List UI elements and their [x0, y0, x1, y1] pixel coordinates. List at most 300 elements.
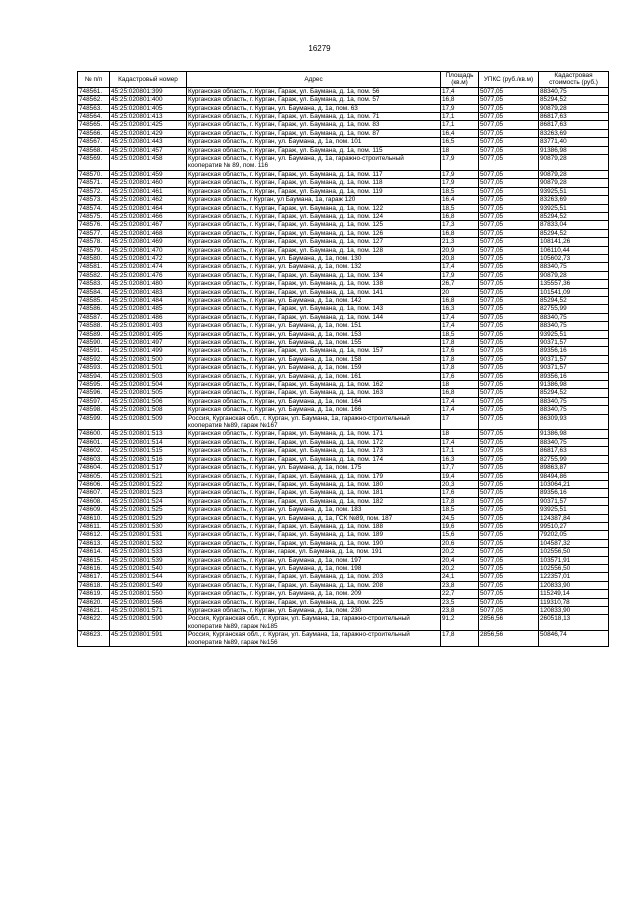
- cell-area: 22,7: [441, 590, 479, 598]
- table-row: [78, 381, 609, 389]
- table-row: [78, 430, 609, 438]
- table-row: [78, 447, 609, 455]
- cell-area: 17,8: [441, 339, 479, 347]
- cell-address: Курганская область, г. Курган, ул. Баумана, д. 1а, пом. 175: [187, 464, 441, 472]
- cell-cadastral-number: 45:25:020801:497: [110, 339, 187, 347]
- table-row: [78, 522, 609, 530]
- cell-address: Курганская область, г. Курган, Гараж, ул. Баумана, д. 1а, пом. 122: [187, 204, 441, 212]
- cell-cadastral-value: 120833,90: [539, 607, 609, 615]
- cell-area: 17,4: [441, 397, 479, 405]
- page-number: 16279: [308, 44, 331, 53]
- cell-cadastral-number: 45:25:020801:474: [110, 263, 187, 271]
- cell-cadastral-value: 103064,21: [539, 480, 609, 488]
- table-row: [78, 397, 609, 405]
- cell-area: 16,5: [441, 138, 479, 146]
- cell-address: Курганская область, г. Курган, Гараж, ул. Баумана, д. 1а, пом. 171: [187, 430, 441, 438]
- cell-cadastral-number: 45:25:020801:529: [110, 514, 187, 522]
- header-index: № п/п: [78, 72, 110, 88]
- cell-upks: 5077,05: [479, 506, 539, 514]
- table-row: [78, 514, 609, 522]
- cell-cadastral-value: 98494,86: [539, 472, 609, 480]
- cell-address: Курганская область, г. Курган, гараж, ул. Баумана, д. 1а, пом. 191: [187, 548, 441, 556]
- cell-index: 748612.: [78, 531, 110, 539]
- cell-area: 17,9: [441, 104, 479, 112]
- table-row: [78, 313, 609, 321]
- cell-cadastral-number: 45:25:020801:400: [110, 96, 187, 104]
- cell-address: Курганская область, г. Курган, Гараж, ул. Баумана, д. 1а, пом. 83: [187, 121, 441, 129]
- cell-area: 16,8: [441, 96, 479, 104]
- cell-cadastral-value: 91386,98: [539, 146, 609, 154]
- cell-upks: 5077,05: [479, 355, 539, 363]
- cell-upks: 5077,05: [479, 246, 539, 254]
- cell-address: Курганская область, г. Курган, ул. Баумана, д. 1а, пом. 142: [187, 296, 441, 304]
- cell-index: 748580.: [78, 254, 110, 262]
- table-row: [78, 607, 609, 615]
- cell-address: Курганская область, г. Курган, Гараж, ул. Баумана, д. 1а, пом. 174: [187, 455, 441, 463]
- table-row: [78, 355, 609, 363]
- cell-cadastral-number: 45:25:020801:591: [110, 631, 187, 647]
- cell-cadastral-value: 90371,57: [539, 355, 609, 363]
- cell-cadastral-value: 89356,16: [539, 347, 609, 355]
- cell-cadastral-number: 45:25:020801:566: [110, 598, 187, 606]
- cell-address: Курганская область, г. Курган, Гараж, ул. Баумана, д. 1а, пом. 118: [187, 179, 441, 187]
- cell-index: 748595.: [78, 381, 110, 389]
- cell-upks: 5077,05: [479, 121, 539, 129]
- cell-upks: 5077,05: [479, 406, 539, 414]
- cell-index: 748561.: [78, 87, 110, 95]
- cell-cadastral-value: 85294,52: [539, 212, 609, 220]
- cell-index: 748575.: [78, 212, 110, 220]
- cell-cadastral-value: 90879,28: [539, 104, 609, 112]
- table-row: [78, 121, 609, 129]
- cell-index: 748603.: [78, 455, 110, 463]
- cell-cadastral-value: 90371,57: [539, 339, 609, 347]
- cell-cadastral-number: 45:25:020801:458: [110, 155, 187, 171]
- cell-cadastral-value: 122357,01: [539, 573, 609, 581]
- cell-area: 23,8: [441, 581, 479, 589]
- cell-address: Курганская область, г. Курган, ул. Баумана, д. 1а, пом. 63: [187, 104, 441, 112]
- table-row: [78, 489, 609, 497]
- cell-address: Курганская область, г. Курган, ул. Баумана, д. 1а, пом. 101: [187, 138, 441, 146]
- cell-area: 18: [441, 146, 479, 154]
- cell-address: Курганская область, г. Курган, Гараж, ул. Баумана, д. 1а, пом. 127: [187, 238, 441, 246]
- table-row: [78, 129, 609, 137]
- table-row: [78, 347, 609, 355]
- cell-cadastral-value: 83771,40: [539, 138, 609, 146]
- table-row: [78, 631, 609, 647]
- header-cadastral-value: Кадастровая стоимость (руб.): [539, 72, 609, 88]
- cell-upks: 5077,05: [479, 539, 539, 547]
- cell-cadastral-number: 45:25:020801:514: [110, 438, 187, 446]
- cell-cadastral-value: 83263,69: [539, 129, 609, 137]
- cell-area: 18,5: [441, 204, 479, 212]
- cell-cadastral-value: 90371,57: [539, 497, 609, 505]
- table-body: [78, 87, 609, 646]
- cell-cadastral-number: 45:25:020801:484: [110, 296, 187, 304]
- table-row: [78, 229, 609, 237]
- cell-area: 17,4: [441, 438, 479, 446]
- table-row: [78, 414, 609, 430]
- cell-cadastral-value: 93925,51: [539, 330, 609, 338]
- cell-area: 18,5: [441, 506, 479, 514]
- cell-area: 16,8: [441, 296, 479, 304]
- cell-index: 748588.: [78, 322, 110, 330]
- table-row: [78, 204, 609, 212]
- cell-address: Россия, Курганская обл., г. Курган, ул. Баумана, 1а, гаражно-строительный кооператив №89, гараж №167: [187, 414, 441, 430]
- cell-cadastral-number: 45:25:020801:533: [110, 548, 187, 556]
- table-row: [78, 598, 609, 606]
- cell-area: 17,4: [441, 263, 479, 271]
- cell-cadastral-value: 90879,28: [539, 271, 609, 279]
- table-row: [78, 170, 609, 178]
- cell-index: 748564.: [78, 113, 110, 121]
- cell-area: 23,8: [441, 607, 479, 615]
- cell-cadastral-number: 45:25:020801:549: [110, 581, 187, 589]
- cell-area: 17,9: [441, 155, 479, 171]
- cell-index: 748583.: [78, 280, 110, 288]
- table-row: [78, 322, 609, 330]
- cell-address: Курганская область, г. Курган, ул. Баумана, д. 1а, пом. 183: [187, 506, 441, 514]
- table-row: [78, 238, 609, 246]
- cell-index: 748613.: [78, 539, 110, 547]
- cell-area: 17,8: [441, 364, 479, 372]
- cell-address: Курганская область, г. Курган, Гараж, ул. Баумана, д. 1а, пом. 173: [187, 447, 441, 455]
- cell-address: Россия, Курганская обл., г. Курган, ул. Баумана, 1а, гаражно-строительный кооператив №89, гараж №156: [187, 631, 441, 647]
- cell-cadastral-value: 93925,51: [539, 204, 609, 212]
- cell-upks: 5077,05: [479, 254, 539, 262]
- table-row: [78, 146, 609, 154]
- cell-cadastral-value: 50846,74: [539, 631, 609, 647]
- cell-upks: 5077,05: [479, 564, 539, 572]
- cell-cadastral-number: 45:25:020801:462: [110, 196, 187, 204]
- cell-index: 748607.: [78, 489, 110, 497]
- cell-area: 17,9: [441, 271, 479, 279]
- cell-index: 748571.: [78, 179, 110, 187]
- table-row: [78, 305, 609, 313]
- cell-address: Курганская область, г. Курган, Гараж, ул. Баумана, д. 1а, пом. 181: [187, 489, 441, 497]
- cell-area: 17: [441, 414, 479, 430]
- cell-cadastral-number: 45:25:020801:504: [110, 381, 187, 389]
- table-row: [78, 372, 609, 380]
- cell-index: 748572.: [78, 187, 110, 195]
- table-row: [78, 155, 609, 171]
- cell-area: 23,5: [441, 598, 479, 606]
- cell-upks: 5077,05: [479, 305, 539, 313]
- cell-upks: 5077,05: [479, 96, 539, 104]
- cell-upks: 5077,05: [479, 364, 539, 372]
- table-row: [78, 506, 609, 514]
- table-row: [78, 539, 609, 547]
- table-row: [78, 138, 609, 146]
- cell-cadastral-value: 90879,28: [539, 170, 609, 178]
- cell-upks: 5077,05: [479, 212, 539, 220]
- cell-cadastral-value: 89356,16: [539, 489, 609, 497]
- cell-area: 16,8: [441, 229, 479, 237]
- cell-area: 16,8: [441, 389, 479, 397]
- cell-cadastral-number: 45:25:020801:523: [110, 489, 187, 497]
- cell-address: Курганская область, г. Курган, Гараж, ул. Баумана, д. 1а, пом. 162: [187, 381, 441, 389]
- cell-cadastral-number: 45:25:020801:459: [110, 170, 187, 178]
- cell-cadastral-number: 45:25:020801:508: [110, 406, 187, 414]
- cell-address: Курганская область, г. Курган, ул. Баумана, д. 1а, пом. 209: [187, 590, 441, 598]
- cell-cadastral-number: 45:25:020801:531: [110, 531, 187, 539]
- cell-area: 17,1: [441, 113, 479, 121]
- cell-cadastral-value: 85294,52: [539, 229, 609, 237]
- cell-address: Курганская область, г. Курган, ул. Баумана, д. 1а, ГСК №89, пом. 187: [187, 514, 441, 522]
- cell-cadastral-value: 90879,28: [539, 179, 609, 187]
- cell-upks: 5077,05: [479, 397, 539, 405]
- cell-area: 17,8: [441, 355, 479, 363]
- cell-cadastral-value: 88340,75: [539, 322, 609, 330]
- cell-cadastral-value: 85294,52: [539, 296, 609, 304]
- cell-address: Курганская область, г. Курган, Гараж, ул. Баумана, д. 1а, пом. 115: [187, 146, 441, 154]
- cell-cadastral-number: 45:25:020801:480: [110, 280, 187, 288]
- cell-upks: 5077,05: [479, 155, 539, 171]
- cell-upks: 5077,05: [479, 464, 539, 472]
- cell-address: Курганская область, г. Курган, ул. Баумана, д. 1а, пом. 166: [187, 406, 441, 414]
- cell-index: 748593.: [78, 364, 110, 372]
- cell-area: 16,3: [441, 305, 479, 313]
- cell-upks: 5077,05: [479, 581, 539, 589]
- cell-address: Курганская область, г. Курган, ул. Баумана, д. 1а, пом. 153: [187, 330, 441, 338]
- cell-index: 748569.: [78, 155, 110, 171]
- cell-cadastral-value: 103571,91: [539, 556, 609, 564]
- cell-index: 748600.: [78, 430, 110, 438]
- table-row: [78, 288, 609, 296]
- cell-index: 748599.: [78, 414, 110, 430]
- table-row: [78, 480, 609, 488]
- cell-cadastral-number: 45:25:020801:500: [110, 355, 187, 363]
- table-row: [78, 531, 609, 539]
- cell-cadastral-number: 45:25:020801:405: [110, 104, 187, 112]
- cell-cadastral-number: 45:25:020801:509: [110, 414, 187, 430]
- cell-cadastral-number: 45:25:020801:571: [110, 607, 187, 615]
- cell-address: Курганская область, г. Курган, Гараж, ул. Баумана, д. 1а, пом. 119: [187, 187, 441, 195]
- cell-upks: 5077,05: [479, 347, 539, 355]
- cell-upks: 5077,05: [479, 104, 539, 112]
- cell-cadastral-number: 45:25:020801:466: [110, 212, 187, 220]
- cell-cadastral-number: 45:25:020801:506: [110, 397, 187, 405]
- cell-area: 17,1: [441, 447, 479, 455]
- cell-index: 748610.: [78, 514, 110, 522]
- cell-upks: 5077,05: [479, 322, 539, 330]
- cell-cadastral-number: 45:25:020801:464: [110, 204, 187, 212]
- cell-upks: 5077,05: [479, 280, 539, 288]
- cell-cadastral-value: 88340,75: [539, 263, 609, 271]
- cell-upks: 5077,05: [479, 146, 539, 154]
- cell-upks: 5077,05: [479, 196, 539, 204]
- cell-index: 748584.: [78, 288, 110, 296]
- cell-address: Курганская область, г. Курган, ул. Баумана, д. 1а, пом. 159: [187, 364, 441, 372]
- cell-cadastral-value: 89863,87: [539, 464, 609, 472]
- cell-cadastral-value: 85294,52: [539, 389, 609, 397]
- cell-upks: 5077,05: [479, 221, 539, 229]
- cell-area: 17,4: [441, 322, 479, 330]
- cell-upks: 5077,05: [479, 339, 539, 347]
- cell-area: 20,3: [441, 480, 479, 488]
- cell-address: Россия, Курганская обл., г. Курган, ул. Баумана, 1а, гаражно-строительный кооператив №89, гараж №185: [187, 615, 441, 631]
- cell-upks: 5077,05: [479, 138, 539, 146]
- cell-cadastral-value: 93925,51: [539, 187, 609, 195]
- table-row: [78, 564, 609, 572]
- table-row: [78, 556, 609, 564]
- cell-cadastral-number: 45:25:020801:499: [110, 347, 187, 355]
- cell-index: 748591.: [78, 347, 110, 355]
- cell-cadastral-value: 119310,78: [539, 598, 609, 606]
- cell-index: 748574.: [78, 204, 110, 212]
- table-row: [78, 364, 609, 372]
- cell-index: 748582.: [78, 271, 110, 279]
- cell-cadastral-value: 88340,75: [539, 397, 609, 405]
- cell-index: 748602.: [78, 447, 110, 455]
- cell-cadastral-value: 135557,36: [539, 280, 609, 288]
- cell-area: 16,4: [441, 196, 479, 204]
- cell-index: 748568.: [78, 146, 110, 154]
- cell-index: 748608.: [78, 497, 110, 505]
- cell-area: 17,8: [441, 497, 479, 505]
- cell-area: 16,3: [441, 455, 479, 463]
- cell-area: 18,5: [441, 187, 479, 195]
- cell-cadastral-value: 86817,63: [539, 121, 609, 129]
- cell-area: 15,6: [441, 531, 479, 539]
- cell-area: 20,2: [441, 564, 479, 572]
- cell-cadastral-number: 45:25:020801:429: [110, 129, 187, 137]
- cell-area: 17,4: [441, 313, 479, 321]
- cell-area: 20: [441, 288, 479, 296]
- table-row: [78, 280, 609, 288]
- cell-cadastral-number: 45:25:020801:476: [110, 271, 187, 279]
- cell-upks: 5077,05: [479, 489, 539, 497]
- cell-upks: 5077,05: [479, 522, 539, 530]
- cell-index: 748590.: [78, 339, 110, 347]
- cell-index: 748598.: [78, 406, 110, 414]
- cell-upks: 5077,05: [479, 263, 539, 271]
- table-row: [78, 581, 609, 589]
- table-row: [78, 455, 609, 463]
- cell-upks: 5077,05: [479, 129, 539, 137]
- cell-area: 17,6: [441, 347, 479, 355]
- cell-address: Курганская область, г. Курган, Гараж, ул. Баумана, д. 1а, пом. 134: [187, 271, 441, 279]
- cell-index: 748592.: [78, 355, 110, 363]
- cell-address: Курганская область, г. Курган, Гараж, ул. Баумана, д. 1а, пом. 141: [187, 288, 441, 296]
- cell-address: Курганская область, г Курган, ул Баумана, 1а, гараж 120: [187, 196, 441, 204]
- cell-area: 16,4: [441, 129, 479, 137]
- cell-upks: 5077,05: [479, 113, 539, 121]
- cell-cadastral-value: 115249,14: [539, 590, 609, 598]
- cell-cadastral-number: 45:25:020801:495: [110, 330, 187, 338]
- cell-area: 18,5: [441, 330, 479, 338]
- table-row: [78, 573, 609, 581]
- cell-area: 21,3: [441, 238, 479, 246]
- cell-index: 748581.: [78, 263, 110, 271]
- cell-cadastral-value: 88340,75: [539, 313, 609, 321]
- cell-upks: 5077,05: [479, 372, 539, 380]
- cell-index: 748609.: [78, 506, 110, 514]
- cell-index: 748585.: [78, 296, 110, 304]
- cell-upks: 5077,05: [479, 330, 539, 338]
- cell-address: Курганская область, г. Курган, Гараж, ул. Баумана, д. 1а, пом. 117: [187, 170, 441, 178]
- table-row: [78, 497, 609, 505]
- cell-address: Курганская область, г. Курган, Гараж, ул. Баумана, д. 1а, пом. 203: [187, 573, 441, 581]
- table-row: [78, 296, 609, 304]
- cell-cadastral-number: 45:25:020801:485: [110, 305, 187, 313]
- cell-address: Курганская область, г. Курган, ул. Баумана, д. 1а, пом. 130: [187, 254, 441, 262]
- cell-area: 18: [441, 430, 479, 438]
- cell-upks: 5077,05: [479, 548, 539, 556]
- cell-cadastral-value: 86817,63: [539, 447, 609, 455]
- cell-cadastral-number: 45:25:020801:550: [110, 590, 187, 598]
- cell-cadastral-value: 102556,50: [539, 548, 609, 556]
- cell-area: 18: [441, 381, 479, 389]
- cell-cadastral-number: 45:25:020801:539: [110, 556, 187, 564]
- cell-cadastral-value: 88340,75: [539, 406, 609, 414]
- cell-area: 17,4: [441, 406, 479, 414]
- cell-address: Курганская область, г. Курган, Гараж, ул. Баумана, д. 1а, пом. 180: [187, 480, 441, 488]
- cell-address: Курганская область, г. Курган, Гараж, ул. Баумана, д. 1а, пом. 179: [187, 472, 441, 480]
- cell-upks: 5077,05: [479, 229, 539, 237]
- cell-index: 748566.: [78, 129, 110, 137]
- table-header-row: [78, 72, 609, 88]
- cell-cadastral-number: 45:25:020801:505: [110, 389, 187, 397]
- table-row: [78, 271, 609, 279]
- cell-cadastral-value: 101541,09: [539, 288, 609, 296]
- header-upks: УПКС (руб./кв.м): [479, 72, 539, 88]
- cell-index: 748577.: [78, 229, 110, 237]
- cell-cadastral-number: 45:25:020801:513: [110, 430, 187, 438]
- cell-cadastral-value: 82755,99: [539, 455, 609, 463]
- cell-cadastral-number: 45:25:020801:399: [110, 87, 187, 95]
- cell-upks: 5077,05: [479, 87, 539, 95]
- cell-cadastral-value: 86817,63: [539, 113, 609, 121]
- cell-upks: 5077,05: [479, 238, 539, 246]
- cell-cadastral-number: 45:25:020801:515: [110, 447, 187, 455]
- cell-index: 748619.: [78, 590, 110, 598]
- table-row: [78, 406, 609, 414]
- cell-index: 748563.: [78, 104, 110, 112]
- cell-address: Курганская область, г. Курган, Гараж, ул. Баумана, д. 1а, пом. 71: [187, 113, 441, 121]
- cell-upks: 5077,05: [479, 438, 539, 446]
- cell-address: Курганская область, г. Курган, ул. Баумана, д. 1а, пом. 161: [187, 372, 441, 380]
- cell-cadastral-value: 82755,99: [539, 305, 609, 313]
- cell-address: Курганская область, г. Курган, Гараж, ул. Баумана, д. 1а, пом. 144: [187, 313, 441, 321]
- cell-index: 748578.: [78, 238, 110, 246]
- table-row: [78, 221, 609, 229]
- cell-area: 20,8: [441, 254, 479, 262]
- cell-cadastral-number: 45:25:020801:460: [110, 179, 187, 187]
- cell-index: 748611.: [78, 522, 110, 530]
- cell-cadastral-value: 85294,52: [539, 96, 609, 104]
- cell-address: Курганская область, г. Курган, Гараж, ул. Баумана, д. 1а, пом. 125: [187, 221, 441, 229]
- cell-index: 748594.: [78, 372, 110, 380]
- cell-address: Курганская область, г. Курган, ул. Баумана, д. 1а, пом. 132: [187, 263, 441, 271]
- cell-area: 16,8: [441, 212, 479, 220]
- cell-address: Курганская область, г. Курган, ул. Баумана, д. 1а, пом. 164: [187, 397, 441, 405]
- cell-area: 17,1: [441, 121, 479, 129]
- cell-index: 748601.: [78, 438, 110, 446]
- cell-index: 748567.: [78, 138, 110, 146]
- cell-address: Курганская область, г. Курган, ул. Баумана, д. 1а, пом. 197: [187, 556, 441, 564]
- cell-cadastral-number: 45:25:020801:522: [110, 480, 187, 488]
- cell-address: Курганская область, г. Курган, Гараж, ул. Баумана, д. 1а, пом. 143: [187, 305, 441, 313]
- cell-address: Курганская область, г. Курган, ул. Баумана, д. 1а, пом. 155: [187, 339, 441, 347]
- cell-area: 20,2: [441, 548, 479, 556]
- cell-cadastral-value: 108141,26: [539, 238, 609, 246]
- cell-upks: 5077,05: [479, 414, 539, 430]
- cell-upks: 5077,05: [479, 590, 539, 598]
- cell-cadastral-value: 89356,16: [539, 372, 609, 380]
- cell-index: 748620.: [78, 598, 110, 606]
- table-row: [78, 104, 609, 112]
